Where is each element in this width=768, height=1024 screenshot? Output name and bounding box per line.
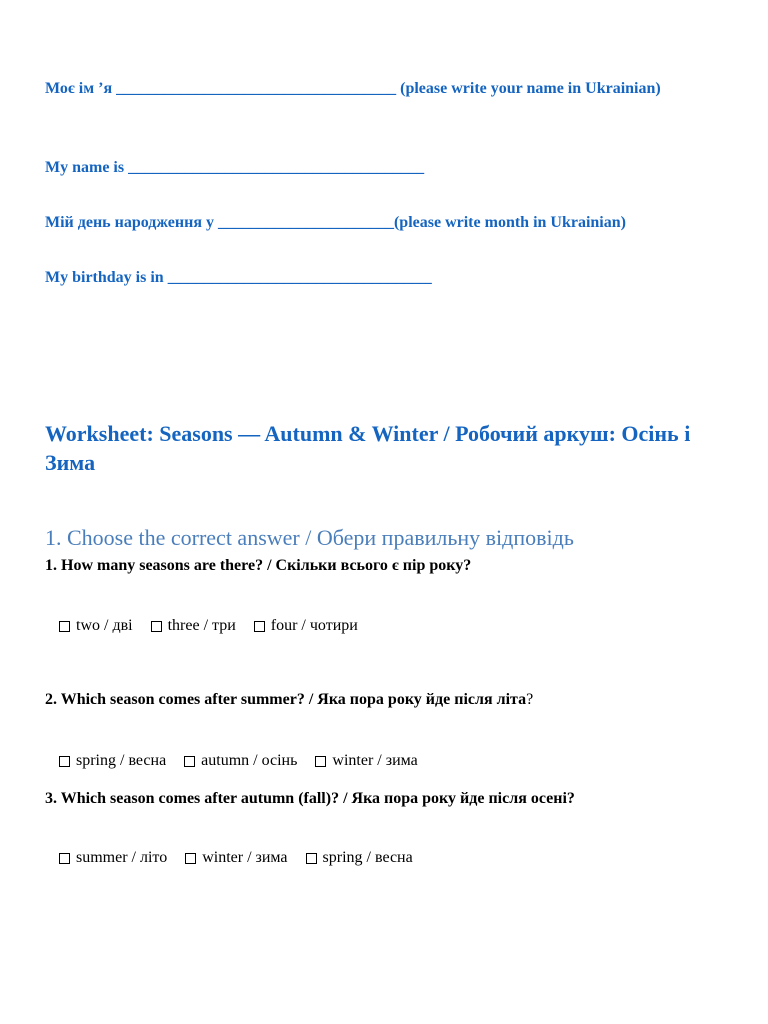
empty-checkbox-icon[interactable]: [306, 853, 317, 864]
empty-checkbox-icon[interactable]: [59, 853, 70, 864]
option-label: spring / весна: [76, 752, 167, 769]
q2-option-spring[interactable]: [59, 750, 166, 772]
q1-option-two[interactable]: [59, 615, 133, 637]
empty-checkbox-icon[interactable]: [59, 756, 70, 767]
question-2-text: 2. Which season comes after summer? / Яка пора року йде після літа: [45, 691, 527, 708]
question-3-options: [59, 847, 431, 869]
empty-checkbox-icon[interactable]: [185, 853, 196, 864]
option-label: autumn / осінь: [201, 752, 298, 769]
worksheet-title: Worksheet: Seasons — Autumn & Winter / Робочий аркуш: Осінь і Зима: [45, 421, 691, 475]
option-label: winter / зима: [202, 849, 288, 866]
empty-checkbox-icon[interactable]: [254, 621, 265, 632]
option-label: spring / весна: [322, 849, 413, 866]
question-3: [45, 788, 735, 810]
question-2: [45, 689, 735, 711]
empty-checkbox-icon[interactable]: [151, 621, 162, 632]
name-ukrainian-field[interactable]: Моє ім ’я ___________________________________ (please write your name in Ukrainian): [45, 80, 661, 97]
q2-option-winter[interactable]: [315, 750, 417, 772]
option-label: two / дві: [76, 617, 133, 634]
empty-checkbox-icon[interactable]: [59, 621, 70, 632]
question-1-text: 1. How many seasons are there? / Скільки всього є пір року?: [45, 557, 472, 574]
question-1: [45, 555, 735, 577]
question-2-tail: ?: [526, 691, 534, 708]
birthday-english-field[interactable]: My birthday is in _________________________________: [45, 269, 432, 286]
name-english-field[interactable]: My name is _____________________________________: [45, 159, 425, 176]
question-3-text: 3. Which season comes after autumn (fall)? / Яка пора року йде після осені?: [45, 790, 575, 807]
question-1-options: [59, 615, 376, 637]
option-label: four / чотири: [270, 617, 358, 634]
question-2-options: [59, 750, 436, 772]
birthday-ukrainian-field[interactable]: Мій день народження у ______________________(please write month in Ukrainian): [45, 214, 626, 231]
q1-option-three[interactable]: [151, 615, 236, 637]
option-label: three / три: [167, 617, 236, 634]
q2-option-autumn[interactable]: [184, 750, 297, 772]
q3-option-winter[interactable]: [185, 847, 287, 869]
option-label: winter / зима: [332, 752, 418, 769]
q3-option-spring[interactable]: [306, 847, 413, 869]
q1-option-four[interactable]: [254, 615, 358, 637]
section-heading: 1. Choose the correct answer / Обери правильну відповідь: [45, 525, 574, 550]
q3-option-summer[interactable]: [59, 847, 167, 869]
empty-checkbox-icon[interactable]: [184, 756, 195, 767]
empty-checkbox-icon[interactable]: [315, 756, 326, 767]
option-label: summer / літо: [76, 849, 168, 866]
